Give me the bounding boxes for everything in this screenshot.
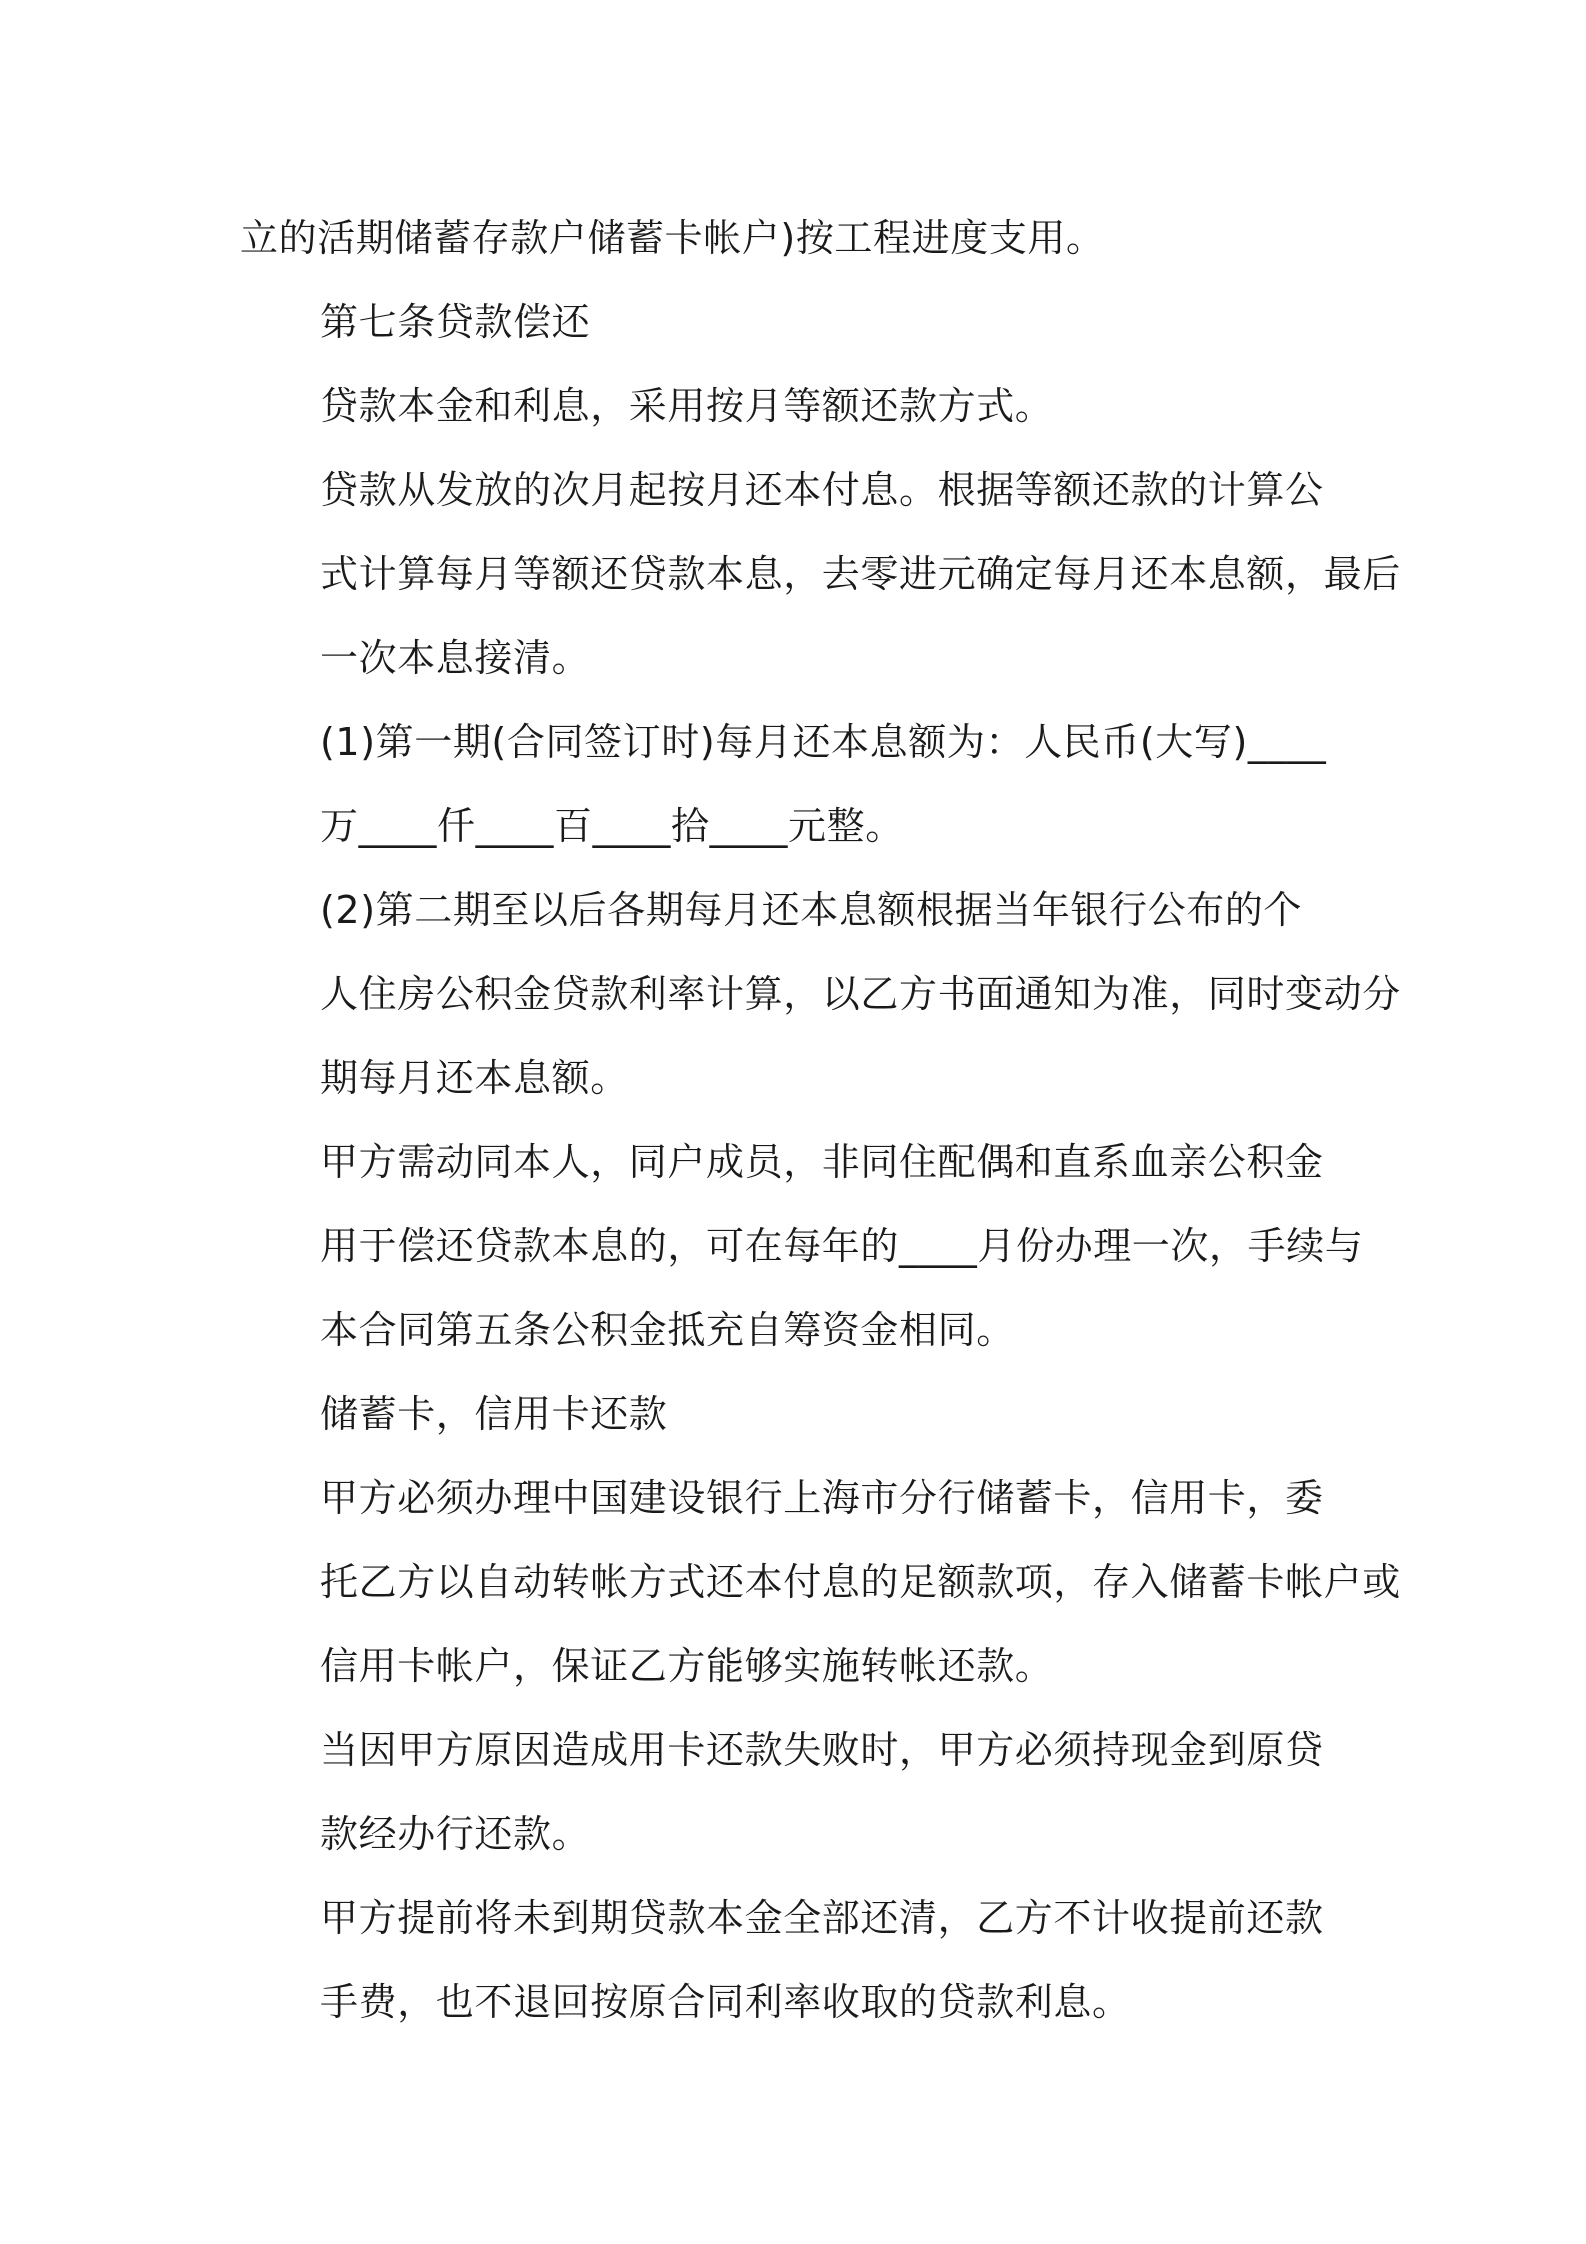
text-line: 手费，也不退回按原合同利率收取的贷款利息。 <box>320 1980 1131 2024</box>
text-line: 托乙方以自动转帐方式还本付息的足额款项，存入储蓄卡帐户或 <box>320 1560 1401 1604</box>
paragraph-repayment-method <box>240 364 1350 448</box>
text-line: 一次本息接清。 <box>320 636 591 680</box>
section-heading-card-repayment <box>240 1372 1350 1456</box>
text-line: 人住房公积金贷款利率计算，以乙方书面通知为准，同时变动分 <box>320 972 1401 1016</box>
text-line: 本合同第五条公积金抵充自筹资金相同。 <box>320 1308 1015 1352</box>
paragraph-first-period <box>240 700 1350 868</box>
text-line: 当因甲方原因造成用卡还款失败时，甲方必须持现金到原贷 <box>320 1728 1324 1772</box>
paragraph-provident-fund <box>240 1120 1364 1372</box>
text-line: 贷款从发放的次月起按月还本付息。根据等额还款的计算公 <box>320 468 1324 512</box>
text-line: 信用卡帐户，保证乙方能够实施转帐还款。 <box>320 1644 1054 1688</box>
text-line: 款经办行还款。 <box>320 1812 591 1856</box>
text-line: (1)第一期(合同签订时)每月还本息额为：人民币(大写)____ <box>320 720 1327 764</box>
paragraph-card-requirement <box>240 1456 1401 1708</box>
paragraph-continuation <box>240 196 1350 280</box>
text-line: 万____仟____百____拾____元整。 <box>320 804 904 848</box>
text-line: 甲方提前将未到期贷款本金全部还清，乙方不计收提前还款 <box>320 1896 1324 1940</box>
text-line: 用于偿还贷款本息的，可在每年的____月份办理一次，手续与 <box>320 1224 1364 1268</box>
text-line: (2)第二期至以后各期每月还本息额根据当年银行公布的个 <box>320 888 1303 932</box>
text-line: 储蓄卡，信用卡还款 <box>320 1392 668 1436</box>
text-line: 第七条贷款偿还 <box>320 300 591 344</box>
section-heading-article-7 <box>240 280 1350 364</box>
paragraph-early-repayment <box>240 1876 1350 2044</box>
paragraph-repayment-failure <box>240 1708 1350 1876</box>
text-line: 甲方必须办理中国建设银行上海市分行储蓄卡，信用卡，委 <box>320 1476 1324 1520</box>
paragraph-second-period <box>240 868 1401 1120</box>
document-body <box>240 196 1401 2044</box>
paragraph-monthly-repayment <box>240 448 1401 700</box>
text-line: 式计算每月等额还贷款本息，去零进元确定每月还本息额，最后 <box>320 552 1401 596</box>
text-line: 贷款本金和利息，采用按月等额还款方式。 <box>320 384 1054 428</box>
text-line: 甲方需动同本人，同户成员，非同住配偶和直系血亲公积金 <box>320 1140 1324 1184</box>
text-line: 立的活期储蓄存款户储蓄卡帐户)按工程进度支用。 <box>240 216 1105 260</box>
text-line: 期每月还本息额。 <box>320 1056 629 1100</box>
